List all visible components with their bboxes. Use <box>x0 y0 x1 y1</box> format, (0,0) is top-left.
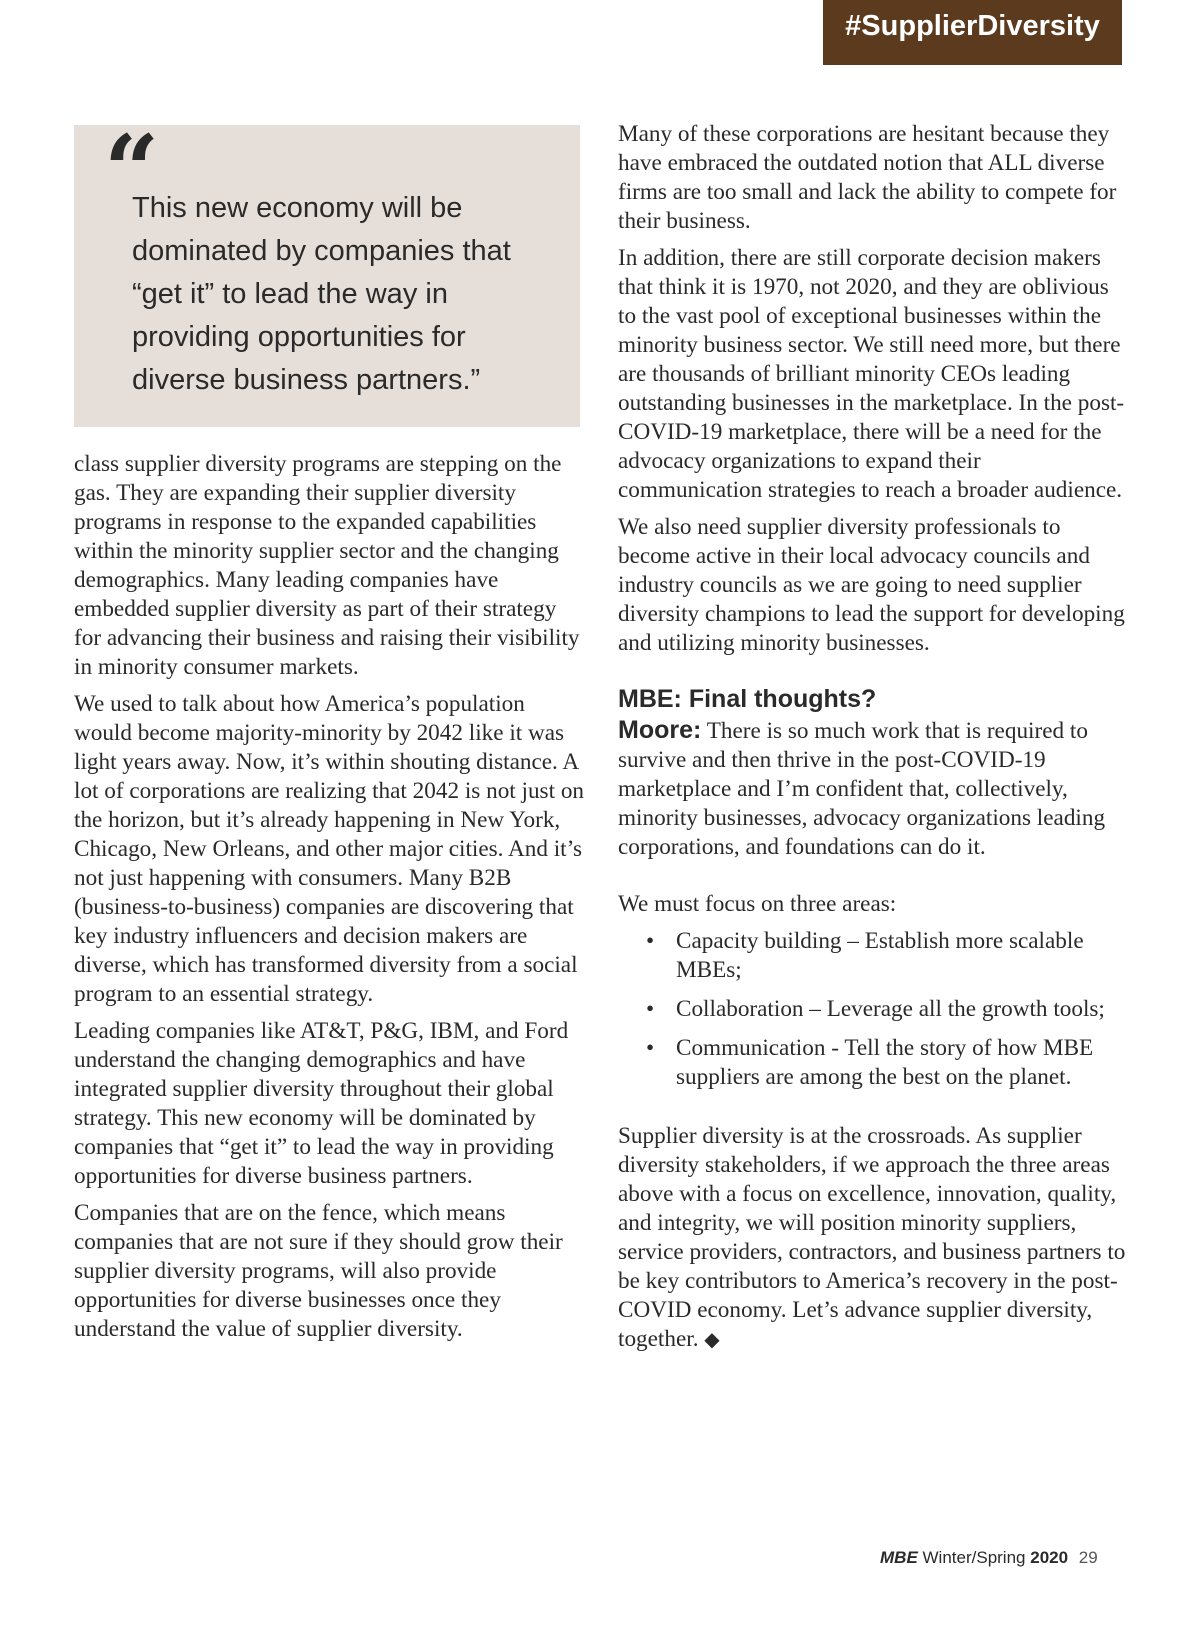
bullet-icon: • <box>646 996 655 1022</box>
answer-text: There is so much work that is required to survive and then thrive in the post-COVID-19 marketplace and I’m confident that, collectively, minority businesses, advocacy organizations leading corporations, and foundations can do it. <box>618 718 1106 860</box>
body-paragraph: Many of these corporations are hesitant because they have embraced the outdated notion that ALL diverse firms are too small and lack the ability to compete for their business. <box>618 121 1117 234</box>
section-tag: #SupplierDiversity <box>823 0 1122 65</box>
left-column <box>74 450 584 1352</box>
page-footer <box>880 1548 1150 1568</box>
closing-text: Supplier diversity is at the crossroads. As supplier diversity stakeholders, if we approach the three areas above with a focus on excellence, innovation, quality, and integrity, we will position minority suppliers, service providers, contractors, and business partners to be key contributors to America’s recovery in the post-COVID economy. Let’s advance supplier diversity, together. <box>618 1123 1126 1352</box>
body-paragraph: class supplier diversity programs are stepping on the gas. They are expanding their supplier diversity programs in response to the expanded capabilities within the minority supplier sector and the changing demographics. Many leading companies have embedded supplier diversity as part of their strategy for advancing their business and raising their visibility in minority consumer markets. <box>74 451 580 680</box>
issue-label: Winter/Spring <box>922 1548 1026 1567</box>
right-column <box>618 120 1128 1362</box>
bullet-icon: • <box>646 928 655 954</box>
pull-quote <box>74 114 580 427</box>
focus-areas-list <box>618 927 1128 1092</box>
list-item <box>618 927 1128 985</box>
list-item <box>618 1034 1128 1092</box>
list-item-text: Communication - Tell the story of how MBE suppliers are among the best on the planet. <box>676 1035 1094 1090</box>
body-paragraph: In addition, there are still corporate decision makers that think it is 1970, not 2020, and they are oblivious to the vast pool of exceptional businesses within the minority business sector. We still need more, but there are thousands of brilliant minority CEOs leading outstanding businesses in the marketplace. In the post-COVID-19 marketplace, there will be a need for the advocacy organizations to expand their communication strategies to reach a broader audience. <box>618 245 1125 503</box>
issue-year: 2020 <box>1030 1548 1069 1567</box>
question-heading: MBE: Final thoughts? <box>618 685 877 713</box>
body-paragraph: We used to talk about how America’s population would become majority-minority by 2042 like it was light years away. Now, it’s within shouting distance. A lot of corporations are realizing that 2042 is not just on the horizon, but it’s already happening in New York, Chicago, New Orleans, and other major cities. And it’s not just happening with consumers. Many B2B (business-to-business) companies are discovering that key industry influencers and decision makers are diverse, which has transformed diversity from a social program to an essential strategy. <box>74 691 585 1007</box>
body-paragraph: Companies that are on the fence, which means companies that are not sure if they should grow their supplier diversity programs, will also provide opportunities for diverse businesses once they understand the value of supplier diversity. <box>74 1200 563 1342</box>
page-number: 29 <box>1078 1548 1098 1567</box>
answer-paragraph <box>618 716 1128 862</box>
body-paragraph: Leading companies like AT&T, P&G, IBM, and Ford understand the changing demographics and have integrated supplier diversity throughout their global strategy. This new economy will be dominated by companies that “get it” to lead the way in providing opportunities for diverse business partners. <box>74 1018 569 1189</box>
magazine-name: MBE <box>880 1548 918 1567</box>
body-paragraph: We also need supplier diversity professionals to become active in their local advocacy councils and industry councils as we are going to need supplier diversity champions to lead the support for developing and utilizing minority businesses. <box>618 514 1125 656</box>
pull-quote-text: This new economy will be dominated by companies that “get it” to lead the way in providing opportunities for diverse business partners.” <box>132 192 511 396</box>
diamond-end-icon: ◆ <box>704 1327 720 1351</box>
list-item-text: Collaboration – Leverage all the growth tools; <box>676 996 1105 1022</box>
quote-mark-icon: “ <box>104 114 160 227</box>
areas-intro: We must focus on three areas: <box>618 891 897 917</box>
bullet-icon: • <box>646 1035 655 1061</box>
list-item <box>618 995 1128 1024</box>
closing-paragraph <box>618 1122 1128 1354</box>
list-item-text: Capacity building – Establish more scalable MBEs; <box>676 928 1084 983</box>
answer-speaker: Moore: <box>618 716 702 744</box>
